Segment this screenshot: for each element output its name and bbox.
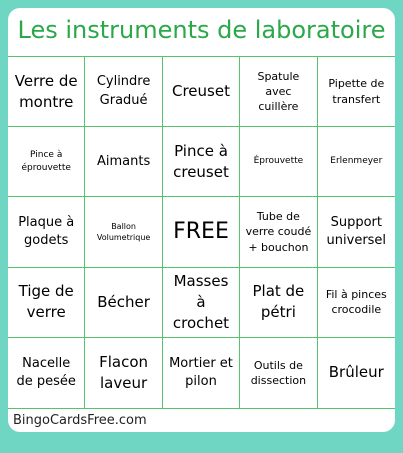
bingo-cell: Plaque à godets [8,197,85,267]
bingo-cell: Mortier et pilon [163,338,240,408]
bingo-cell: Pince à creuset [163,127,240,197]
card-title: Les instruments de laboratoire [17,16,386,44]
bingo-cell: Tige de verre [8,268,85,338]
bingo-cell: Flacon laveur [85,338,162,408]
bingo-cell: Éprouvette [240,127,317,197]
bingo-cell: Creuset [163,57,240,127]
bingo-cell: Pince à éprouvette [8,127,85,197]
bingo-cell: Pipette de transfert [318,57,395,127]
bingo-cell: Bécher [85,268,162,338]
bingo-cell: Tube de verre coudé + bouchon [240,197,317,267]
bingo-grid [8,56,395,409]
bingo-cell: Spatule avec cuillère [240,57,317,127]
bingo-cell: Plat de pétri [240,268,317,338]
bingo-cell: Verre de montre [8,57,85,127]
bingo-cell: Erlenmeyer [318,127,395,197]
bingo-cell: Masses à crochet [163,268,240,338]
bingo-cell: Ballon Volumetrique [85,197,162,267]
free-space-cell: FREE [163,197,240,267]
bingo-card [8,8,395,432]
bingo-cell: Fil à pinces crocodile [318,268,395,338]
footer-site: BingoCardsFree.com [13,413,147,428]
bingo-cell: Aimants [85,127,162,197]
bingo-cell: Cylindre Gradué [85,57,162,127]
bingo-cell: Outils de dissection [240,338,317,408]
bingo-cell: Support universel [318,197,395,267]
bingo-cell: Brûleur [328,363,384,382]
bingo-cell: Nacelle de pesée [8,338,85,408]
